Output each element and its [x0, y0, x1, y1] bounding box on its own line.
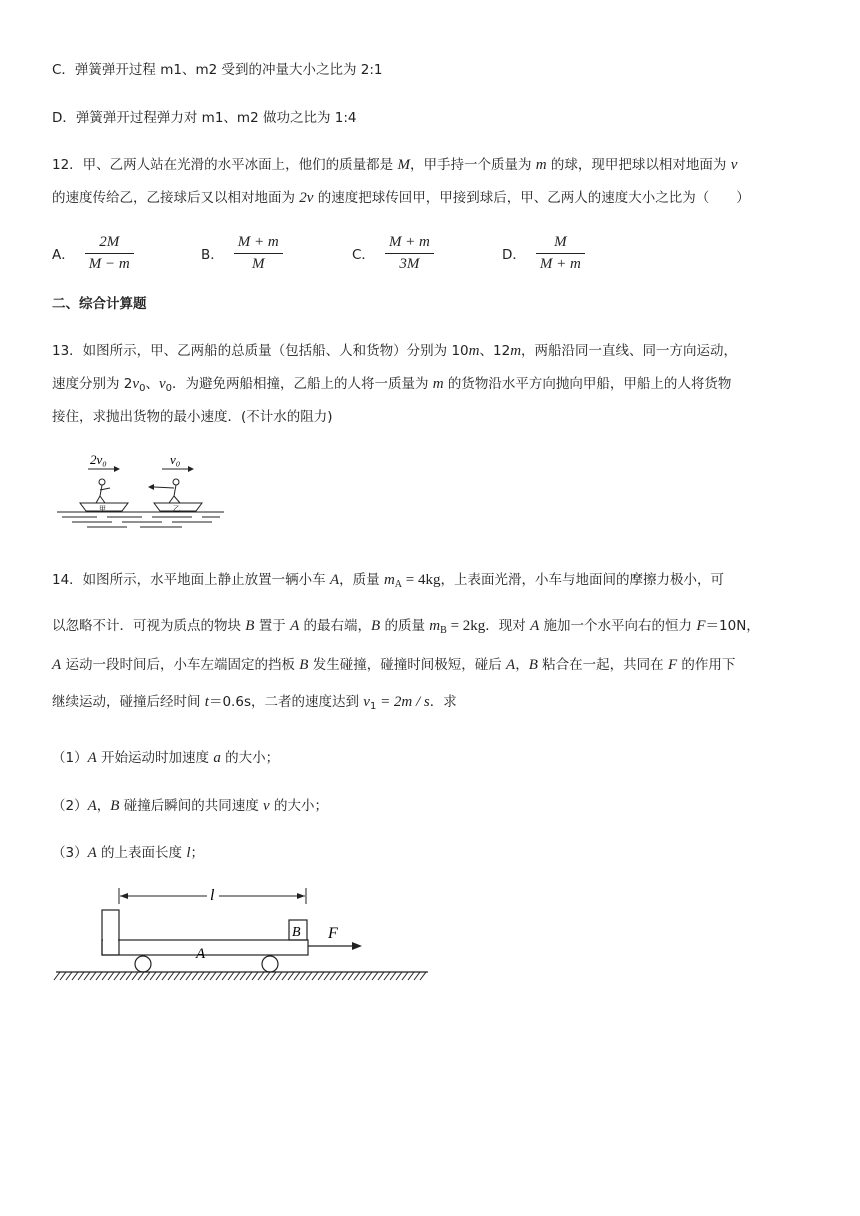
- wheel-left: [135, 956, 151, 972]
- cart-baffle: [102, 910, 119, 955]
- arrowhead: [114, 466, 120, 472]
- q13-line-2: 速度分别为 $2v_0$、$v_0$．为避免两船相撞，乙船上的人将一质量为 m 的货物沿水平方向抛向甲船，甲船上的人将货物: [52, 376, 732, 394]
- hatch-mark: [210, 972, 216, 980]
- hatch-mark: [402, 972, 408, 980]
- hatch-mark: [114, 972, 120, 980]
- hatch-mark: [306, 972, 312, 980]
- q14-sub-3: （3）A 的上表面长度 l；: [52, 845, 205, 861]
- hatch-mark: [390, 972, 396, 980]
- hatch-mark: [204, 972, 210, 980]
- hatch-mark: [150, 972, 156, 980]
- person-1: [99, 479, 105, 485]
- hatch-mark: [180, 972, 186, 980]
- fraction: $\frac{2M}{M - m}$: [85, 234, 134, 273]
- hatch-mark: [342, 972, 348, 980]
- hatch-mark: [66, 972, 72, 980]
- hatch-mark: [228, 972, 234, 980]
- boat2-velocity-label: v₀: [170, 452, 181, 467]
- hatch-mark: [378, 972, 384, 980]
- hatch-mark: [258, 972, 264, 980]
- q12-option-a: A． $\frac{2M}{M - m}$: [52, 230, 134, 276]
- arrowhead: [297, 893, 305, 899]
- hatch-mark: [372, 972, 378, 980]
- fraction: $\frac{M + m}{M}$: [234, 234, 283, 273]
- hatch-mark: [162, 972, 168, 980]
- hatch-mark: [108, 972, 114, 980]
- hatch-mark: [120, 972, 126, 980]
- hatch-mark: [384, 972, 390, 980]
- arrowhead: [120, 893, 128, 899]
- hatch-mark: [234, 972, 240, 980]
- boat1-label: 甲: [99, 505, 106, 513]
- hatch-mark: [408, 972, 414, 980]
- person-2: [173, 479, 179, 485]
- arrowhead: [352, 942, 362, 950]
- hatch-mark: [222, 972, 228, 980]
- hatch-mark: [138, 972, 144, 980]
- q14-sub-1: （1）A 开始运动时加速度 a 的大小；: [52, 750, 280, 766]
- hatch-mark: [252, 972, 258, 980]
- hatch-mark: [300, 972, 306, 980]
- hatch-mark: [360, 972, 366, 980]
- hatch-mark: [126, 972, 132, 980]
- arrowhead: [188, 466, 194, 472]
- hatch-mark: [54, 972, 60, 980]
- hatch-mark: [330, 972, 336, 980]
- hatch-mark: [246, 972, 252, 980]
- hatch-mark: [102, 972, 108, 980]
- q14-sub-2: （2）A，B 碰撞后瞬间的共同速度 v 的大小；: [52, 798, 328, 814]
- hatch-mark: [318, 972, 324, 980]
- hatch-mark: [414, 972, 420, 980]
- hatch-mark: [312, 972, 318, 980]
- hatch-mark: [156, 972, 162, 980]
- q12-line-2: 的速度传给乙，乙接球后又以相对地面为 2v 的速度把球传回甲，甲接到球后，甲、乙两人的速度大小之比为（ ）: [52, 190, 750, 206]
- arrowhead: [148, 484, 154, 490]
- hatch-mark: [186, 972, 192, 980]
- hatch-mark: [420, 972, 426, 980]
- hatch-mark: [60, 972, 66, 980]
- cart-label: A: [196, 946, 206, 962]
- hatch-mark: [276, 972, 282, 980]
- q14-line-4: 继续运动，碰撞后经时间 t＝0.6s，二者的速度达到 $v_1 = 2m / s$．求: [52, 694, 457, 712]
- boats-figure: [52, 450, 227, 530]
- length-label: l: [210, 887, 215, 904]
- option-d-line: D．弹簧弹开过程弹力对 m1、m2 做功之比为 1:4: [52, 110, 357, 126]
- hatch-mark: [240, 972, 246, 980]
- force-label: F: [328, 925, 338, 942]
- hatch-mark: [132, 972, 138, 980]
- q12-option-b: B． $\frac{M + m}{M}$: [201, 230, 283, 276]
- q14-line-2: 以忽略不计．可视为质点的物块 B 置于 A 的最右端，B 的质量 $m_B = 2kg$．现对 A 施加一个水平向右的恒力 F＝10N，: [52, 618, 760, 636]
- hatch-mark: [366, 972, 372, 980]
- hatch-mark: [96, 972, 102, 980]
- hatch-mark: [84, 972, 90, 980]
- boat1-velocity-label: 2v₀: [90, 452, 107, 467]
- hatch-mark: [396, 972, 402, 980]
- block-label: B: [292, 925, 301, 940]
- hatch-mark: [294, 972, 300, 980]
- hatch-mark: [348, 972, 354, 980]
- hatch-mark: [270, 972, 276, 980]
- hatch-mark: [168, 972, 174, 980]
- hatch-mark: [90, 972, 96, 980]
- boat2-label: 乙: [173, 505, 180, 513]
- section-heading: 二、综合计算题: [52, 296, 147, 312]
- fraction: $\frac{M}{M + m}$: [536, 234, 585, 273]
- hatch-mark: [144, 972, 150, 980]
- hatch-mark: [198, 972, 204, 980]
- hatch-mark: [264, 972, 270, 980]
- hatch-mark: [78, 972, 84, 980]
- hatch-mark: [72, 972, 78, 980]
- q14-line-1: 14．如图所示，水平地面上静止放置一辆小车 A，质量 $m_A = 4kg$，上表面光滑，小车与地面间的摩擦力极小，可: [52, 572, 724, 590]
- q12-option-c: C． $\frac{M + m}{3M}$: [352, 230, 434, 276]
- option-c-line: C．弹簧弹开过程 m1、m2 受到的冲量大小之比为 2:1: [52, 62, 383, 78]
- q14-line-3: A 运动一段时间后，小车左端固定的挡板 B 发生碰撞，碰撞时间极短，碰后 A，B 粘合在一起，共同在 F 的作用下: [52, 657, 736, 673]
- hatch-mark: [336, 972, 342, 980]
- q12-option-d: D． $\frac{M}{M + m}$: [502, 230, 585, 276]
- q12-line-1: 12．甲、乙两人站在光滑的水平冰面上，他们的质量都是 M，甲手持一个质量为 m 的球，现甲把球以相对地面为 v: [52, 157, 738, 173]
- cart-figure: [52, 880, 432, 986]
- ground-hatching: [54, 972, 426, 980]
- hatch-mark: [192, 972, 198, 980]
- q13-line-3: 接住，求抛出货物的最小速度．(不计水的阻力): [52, 409, 333, 425]
- hatch-mark: [324, 972, 330, 980]
- hatch-mark: [174, 972, 180, 980]
- hatch-mark: [354, 972, 360, 980]
- wheel-right: [262, 956, 278, 972]
- hatch-mark: [282, 972, 288, 980]
- hatch-mark: [216, 972, 222, 980]
- hatch-mark: [288, 972, 294, 980]
- q13-line-1: 13．如图所示，甲、乙两船的总质量（包括船、人和货物）分别为 10m、12m，两船沿同一直线、同一方向运动，: [52, 343, 738, 359]
- fraction: $\frac{M + m}{3M}$: [385, 234, 434, 273]
